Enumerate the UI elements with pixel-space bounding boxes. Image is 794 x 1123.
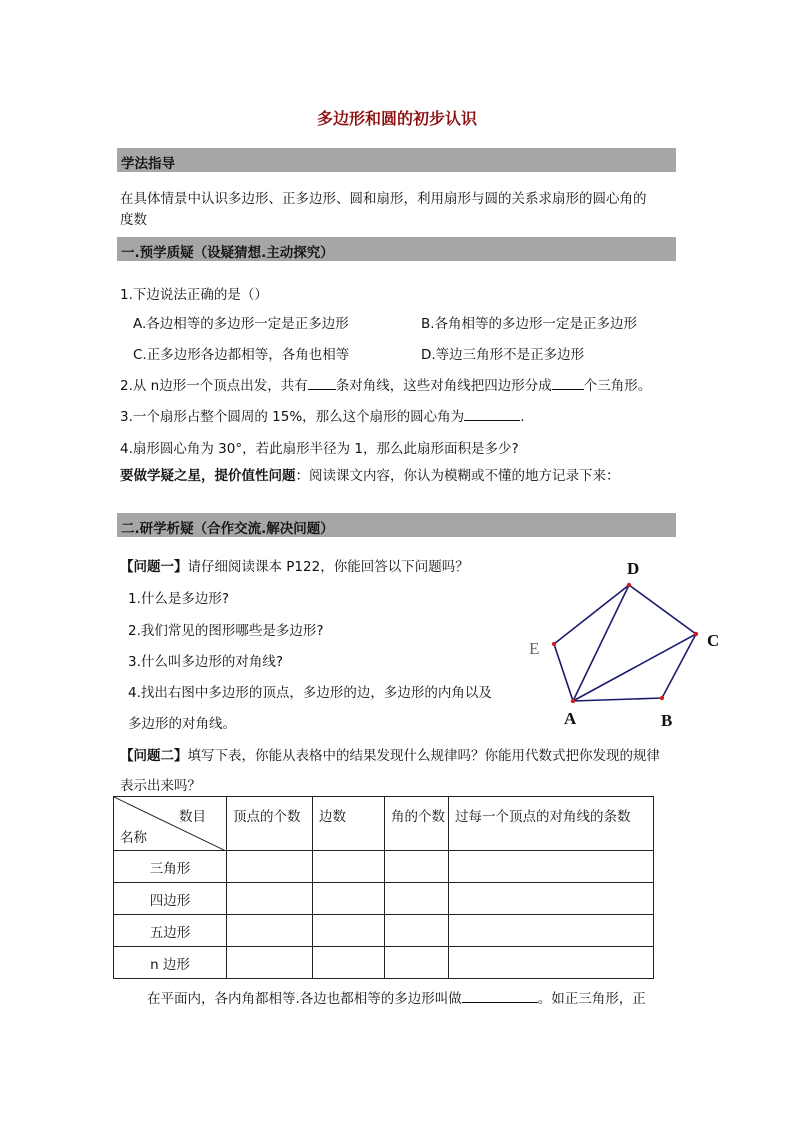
vertex-b-label: B (661, 711, 673, 730)
answer-blank[interactable] (462, 989, 538, 1003)
question-3 (120, 405, 524, 425)
corner-label-name: 名称 (120, 830, 147, 846)
answer-blank[interactable] (308, 376, 336, 390)
vertex-a-point (571, 699, 575, 703)
q2-text-1: 2.从 n边形一个顶点出发，共有 (120, 378, 308, 394)
table-cell[interactable] (227, 883, 313, 915)
table-cell[interactable] (449, 915, 654, 947)
q2-text-3: 个三角形。 (583, 378, 652, 394)
star-prompt-bold: 要做学疑之星，提价值性问题 (120, 468, 296, 484)
table-cell[interactable] (313, 915, 385, 947)
vertex-a-label: A (564, 709, 577, 728)
vertex-e-label: E (529, 639, 540, 658)
question-2 (120, 374, 651, 394)
table-header-diagonals: 过每一个顶点的对角线的条数 (449, 797, 654, 851)
problem-1-item: 4.找出右图中多边形的顶点，多边形的边，多边形的内角以及 (128, 685, 492, 701)
study-guide-text-line2: 度数 (120, 212, 147, 228)
problem-2-label: 【问题二】 (120, 748, 188, 764)
table-cell[interactable] (385, 915, 449, 947)
diagonal-ad (573, 585, 629, 701)
vertex-d-point (627, 583, 631, 587)
answer-blank[interactable] (552, 376, 584, 390)
polygon-table (113, 796, 654, 979)
q3-text-1: 3.一个扇形占整个圆周的 15%，那么这个扇形的圆心角为 (120, 409, 465, 425)
answer-blank[interactable] (464, 407, 520, 421)
table-header-vertices: 顶点的个数 (227, 797, 313, 851)
table-cell[interactable] (227, 851, 313, 883)
table-cell[interactable] (385, 947, 449, 979)
table-corner-cell (114, 797, 227, 851)
option-b: B.各角相等的多边形一定是正多边形 (421, 316, 638, 332)
problem-2-intro (120, 744, 660, 764)
table-cell[interactable] (313, 883, 385, 915)
definition-text-1: 在平面内，各内角都相等.各边也都相等的多边形叫做 (147, 991, 462, 1007)
table-header-row (114, 797, 654, 851)
problem-1-item: 3.什么叫多边形的对角线? (128, 654, 284, 670)
table-cell[interactable] (449, 851, 654, 883)
row-name-pentagon: 五边形 (114, 915, 227, 947)
table-cell[interactable] (313, 947, 385, 979)
page-title: 多边形和圆的初步认识 (316, 109, 477, 128)
table-header-angles: 角的个数 (385, 797, 449, 851)
table-row (114, 947, 654, 979)
section-header-label: 学法指导 (121, 156, 175, 172)
problem-2-text-line2: 表示出来吗？ (120, 778, 201, 794)
question-4: 4.扇形圆心角为 30°，若此扇形半径为 1，那么此扇形面积是多少? (120, 441, 519, 457)
table-cell[interactable] (313, 851, 385, 883)
star-prompt (120, 464, 620, 484)
question-1: 1.下边说法正确的是（） (120, 287, 268, 303)
row-name-triangle: 三角形 (114, 851, 227, 883)
pentagon-outline (554, 585, 696, 701)
q3-text-2: . (520, 409, 525, 425)
table-cell[interactable] (449, 883, 654, 915)
row-name-n-gon: n 边形 (114, 947, 227, 979)
vertex-c-point (694, 632, 698, 636)
problem-1-text: 请仔细阅读课本 P122，你能回答以下问题吗？ (187, 559, 469, 575)
vertex-b-point (660, 696, 664, 700)
section-header-preview (117, 237, 676, 261)
vertex-d-label: D (627, 559, 640, 578)
table-cell[interactable] (449, 947, 654, 979)
problem-1-item: 多边形的对角线。 (128, 716, 236, 732)
study-guide-text-line1: 在具体情景中认识多边形、正多边形、圆和扇形，利用扇形与圆的关系求扇形的圆心角的 (120, 191, 647, 207)
section-header-research (117, 513, 676, 537)
problem-1-intro (120, 555, 469, 575)
option-a: A.各边相等的多边形一定是正多边形 (133, 316, 349, 332)
problem-2-text: 填写下表，你能从表格中的结果发现什么规律吗？你能用代数式把你发现的规律 (187, 748, 660, 764)
q2-text-2: 条对角线，这些对角线把四边形分成 (335, 378, 552, 394)
row-name-quadrilateral: 四边形 (114, 883, 227, 915)
option-d: D.等边三角形不是正多边形 (421, 347, 585, 363)
table-cell[interactable] (385, 851, 449, 883)
vertex-e-point (552, 642, 556, 646)
corner-label-count: 数目 (179, 809, 206, 825)
problem-1-item: 1.什么是多边形? (128, 591, 230, 607)
regular-polygon-definition (147, 987, 646, 1007)
table-cell[interactable] (227, 947, 313, 979)
section-header-label: 二.研学析疑（合作交流.解决问题） (121, 521, 334, 537)
option-c: C.正多边形各边都相等，各角也相等 (133, 347, 350, 363)
table-cell[interactable] (385, 883, 449, 915)
section-header-study-guide (117, 148, 676, 172)
table-header-edges: 边数 (313, 797, 385, 851)
table-row (114, 883, 654, 915)
problem-1-item: 2.我们常见的图形哪些是多边形? (128, 623, 324, 639)
section-header-label: 一.预学质疑（设疑猜想.主动探究） (121, 245, 334, 261)
table-row (114, 915, 654, 947)
table-cell[interactable] (227, 915, 313, 947)
problem-1-label: 【问题一】 (120, 559, 188, 575)
definition-text-2: 。如正三角形，正 (537, 991, 646, 1007)
pentagon-figure (520, 552, 730, 734)
star-prompt-text: ：阅读课文内容，你认为模糊或不懂的地方记录下来： (295, 468, 620, 484)
table-row (114, 851, 654, 883)
vertex-c-label: C (707, 631, 720, 650)
